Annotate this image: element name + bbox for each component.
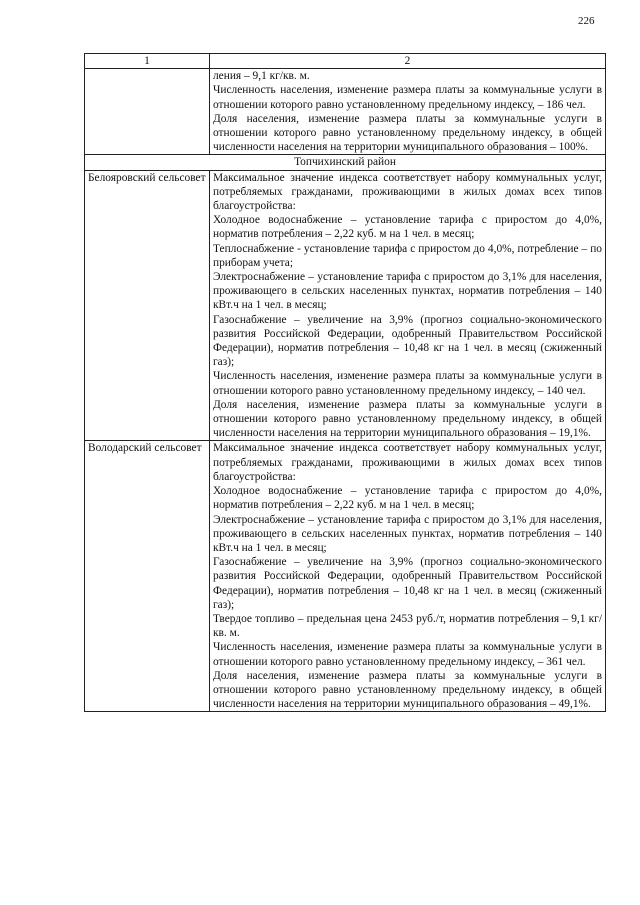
- paragraph: Электроснабжение – установление тарифа с приростом до 3,1% для населения, проживающего в сельских населенных пунктах, норматив потребления – 140 кВт.ч на 1 чел. в месяц;: [213, 271, 602, 312]
- paragraph: Доля населения, изменение размера платы за коммунальные услуги в отношении которого равно установленному предельному индексу, в общей численности населения на территории муниципального образования – 19,1%.: [213, 398, 602, 440]
- paragraph: Максимальное значение индекса соответствует набору коммунальных услуг, потребляемых гражданами, проживающими в жилых домах всех типов благоустройства:: [213, 171, 602, 213]
- paragraph: Теплоснабжение - установление тарифа с приростом до 4,0%, потребление – по приборам учета;: [213, 242, 602, 269]
- tariff-table: [84, 53, 606, 712]
- paragraph: Твердое топливо – предельная цена 2453 руб./т, норматив потребления – 9,1 кг/кв. м.: [213, 612, 602, 640]
- paragraph: Электроснабжение – установление тарифа с приростом до 3,1% для населения, проживающего в сельских населенных пунктах, норматив потребления – 140 кВт.ч на 1 чел. в месяц;: [213, 513, 602, 554]
- table-row: [85, 441, 606, 712]
- paragraph: Доля населения, изменение размера платы за коммунальные услуги в отношении которого равно установленному предельному индексу, в общей численности населения на территории муниципального образования – 100%.: [213, 112, 602, 154]
- table-row: [85, 170, 606, 441]
- municipality-text: [210, 441, 606, 712]
- municipality-name: Володарский сельсовет: [85, 441, 210, 712]
- paragraph: Численность населения, изменение размера платы за коммунальные услуги в отношении которого равно установленному предельному индексу, – 186 чел.: [213, 84, 602, 111]
- paragraph: Газоснабжение – увеличение на 3,9% (прогноз социально-экономического развития Российской Федерации, одобренный Правительством Российской Федерации), норматив потребления – 10,48 кг на 1 чел. в месяц (сжиженный газ);: [213, 313, 602, 369]
- municipality-name: Белояровский сельсовет: [85, 170, 210, 441]
- paragraph: ления – 9,1 кг/кв. м.: [213, 70, 310, 83]
- paragraph: Холодное водоснабжение – установление тарифа с приростом до 4,0%, норматив потребления – 2,22 куб. м на 1 чел. в месяц;: [213, 485, 602, 512]
- column-header-1: 1: [85, 54, 210, 69]
- district-row: [85, 155, 606, 170]
- header-row: [85, 54, 606, 69]
- paragraph: Доля населения, изменение размера платы за коммунальные услуги в отношении которого равно установленному предельному индексу, в общей численности населения на территории муниципального образования – 49,1%.: [213, 669, 602, 711]
- column-header-2: 2: [210, 54, 606, 69]
- paragraph: Численность населения, изменение размера платы за коммунальные услуги в отношении которого равно установленному предельному индексу, – 140 чел.: [213, 370, 602, 397]
- municipality-text: [210, 170, 606, 441]
- paragraph: Максимальное значение индекса соответствует набору коммунальных услуг, потребляемых гражданами, проживающими в жилых домах всех типов благоустройства:: [213, 442, 602, 483]
- continued-name-cell: [85, 69, 210, 155]
- paragraph: Холодное водоснабжение – установление тарифа с приростом до 4,0%, норматив потребления – 2,22 куб. м на 1 чел. в месяц;: [213, 214, 602, 241]
- page-number: 226: [578, 15, 595, 27]
- paragraph: Численность населения, изменение размера платы за коммунальные услуги в отношении которого равно установленному предельному индексу, – 361 чел.: [213, 641, 602, 668]
- continued-row: [85, 69, 606, 155]
- paragraph: Газоснабжение – увеличение на 3,9% (прогноз социально-экономического развития Российской Федерации, одобренный Правительством Российской Федерации), норматив потребления – 10,48 кг на 1 чел. в месяц (сжиженный газ);: [213, 556, 602, 611]
- continued-text-cell: [210, 69, 606, 155]
- district-title: Топчихинский район: [85, 155, 606, 170]
